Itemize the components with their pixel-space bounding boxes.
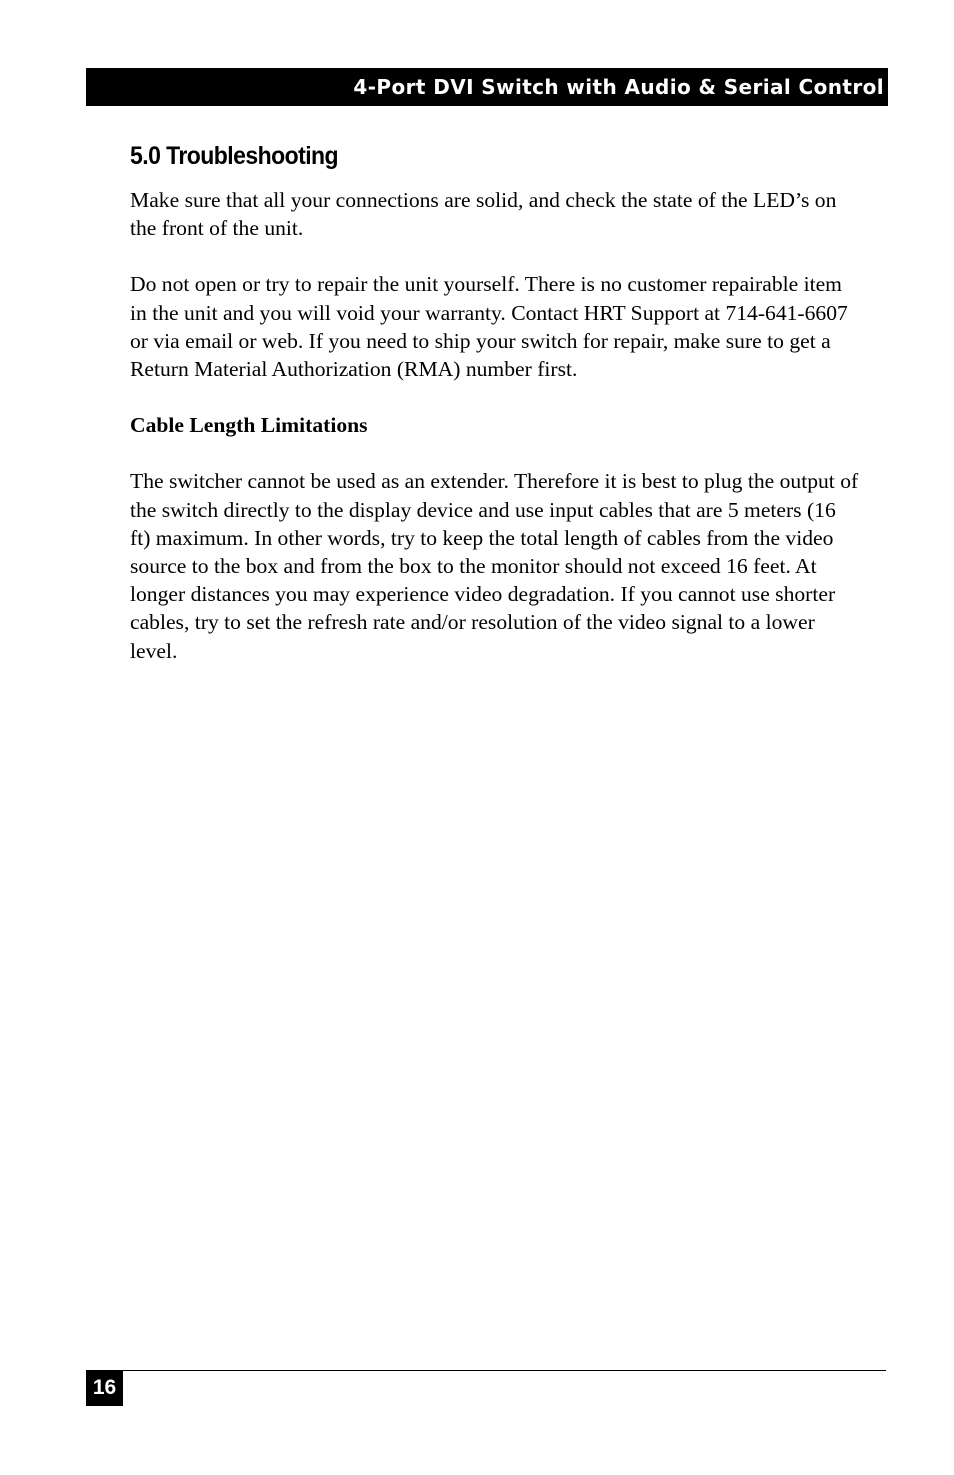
section-heading: 5.0 Troubleshooting (130, 142, 339, 170)
intro-paragraph: Make sure that all your connections are solid, and check the state of the LED’s on the front of the unit. (130, 188, 837, 241)
main-content (130, 140, 860, 665)
repair-paragraph: Do not open or try to repair the unit yourself. There is no customer repairable item in the unit and you will void your warranty. Contact HRT Support at 714-641-6607 or via email or web. If you need to ship your switch for repair, make sure to get a Return Material Authorization (RMA) number first. (130, 272, 848, 382)
cable-length-paragraph: The switcher cannot be used as an extender. Therefore it is best to plug the output of the switch directly to the display device and use input cables that are 5 meters (16 ft) maximum. In other words, try to keep the total length of cables from the video source to the box and from the box to the monitor should not exceed 16 feet. At longer distances you may experience video degradation. If you cannot use shorter cables, try to set the refresh rate and/or resolution of the video signal to a lower level. (130, 469, 859, 663)
document-title: 4-Port DVI Switch with Audio & Serial Control (353, 75, 884, 99)
footer-divider (86, 1370, 886, 1371)
subsection-heading: Cable Length Limitations (130, 413, 368, 438)
running-header (86, 68, 888, 106)
page-number: 16 (86, 1370, 123, 1406)
